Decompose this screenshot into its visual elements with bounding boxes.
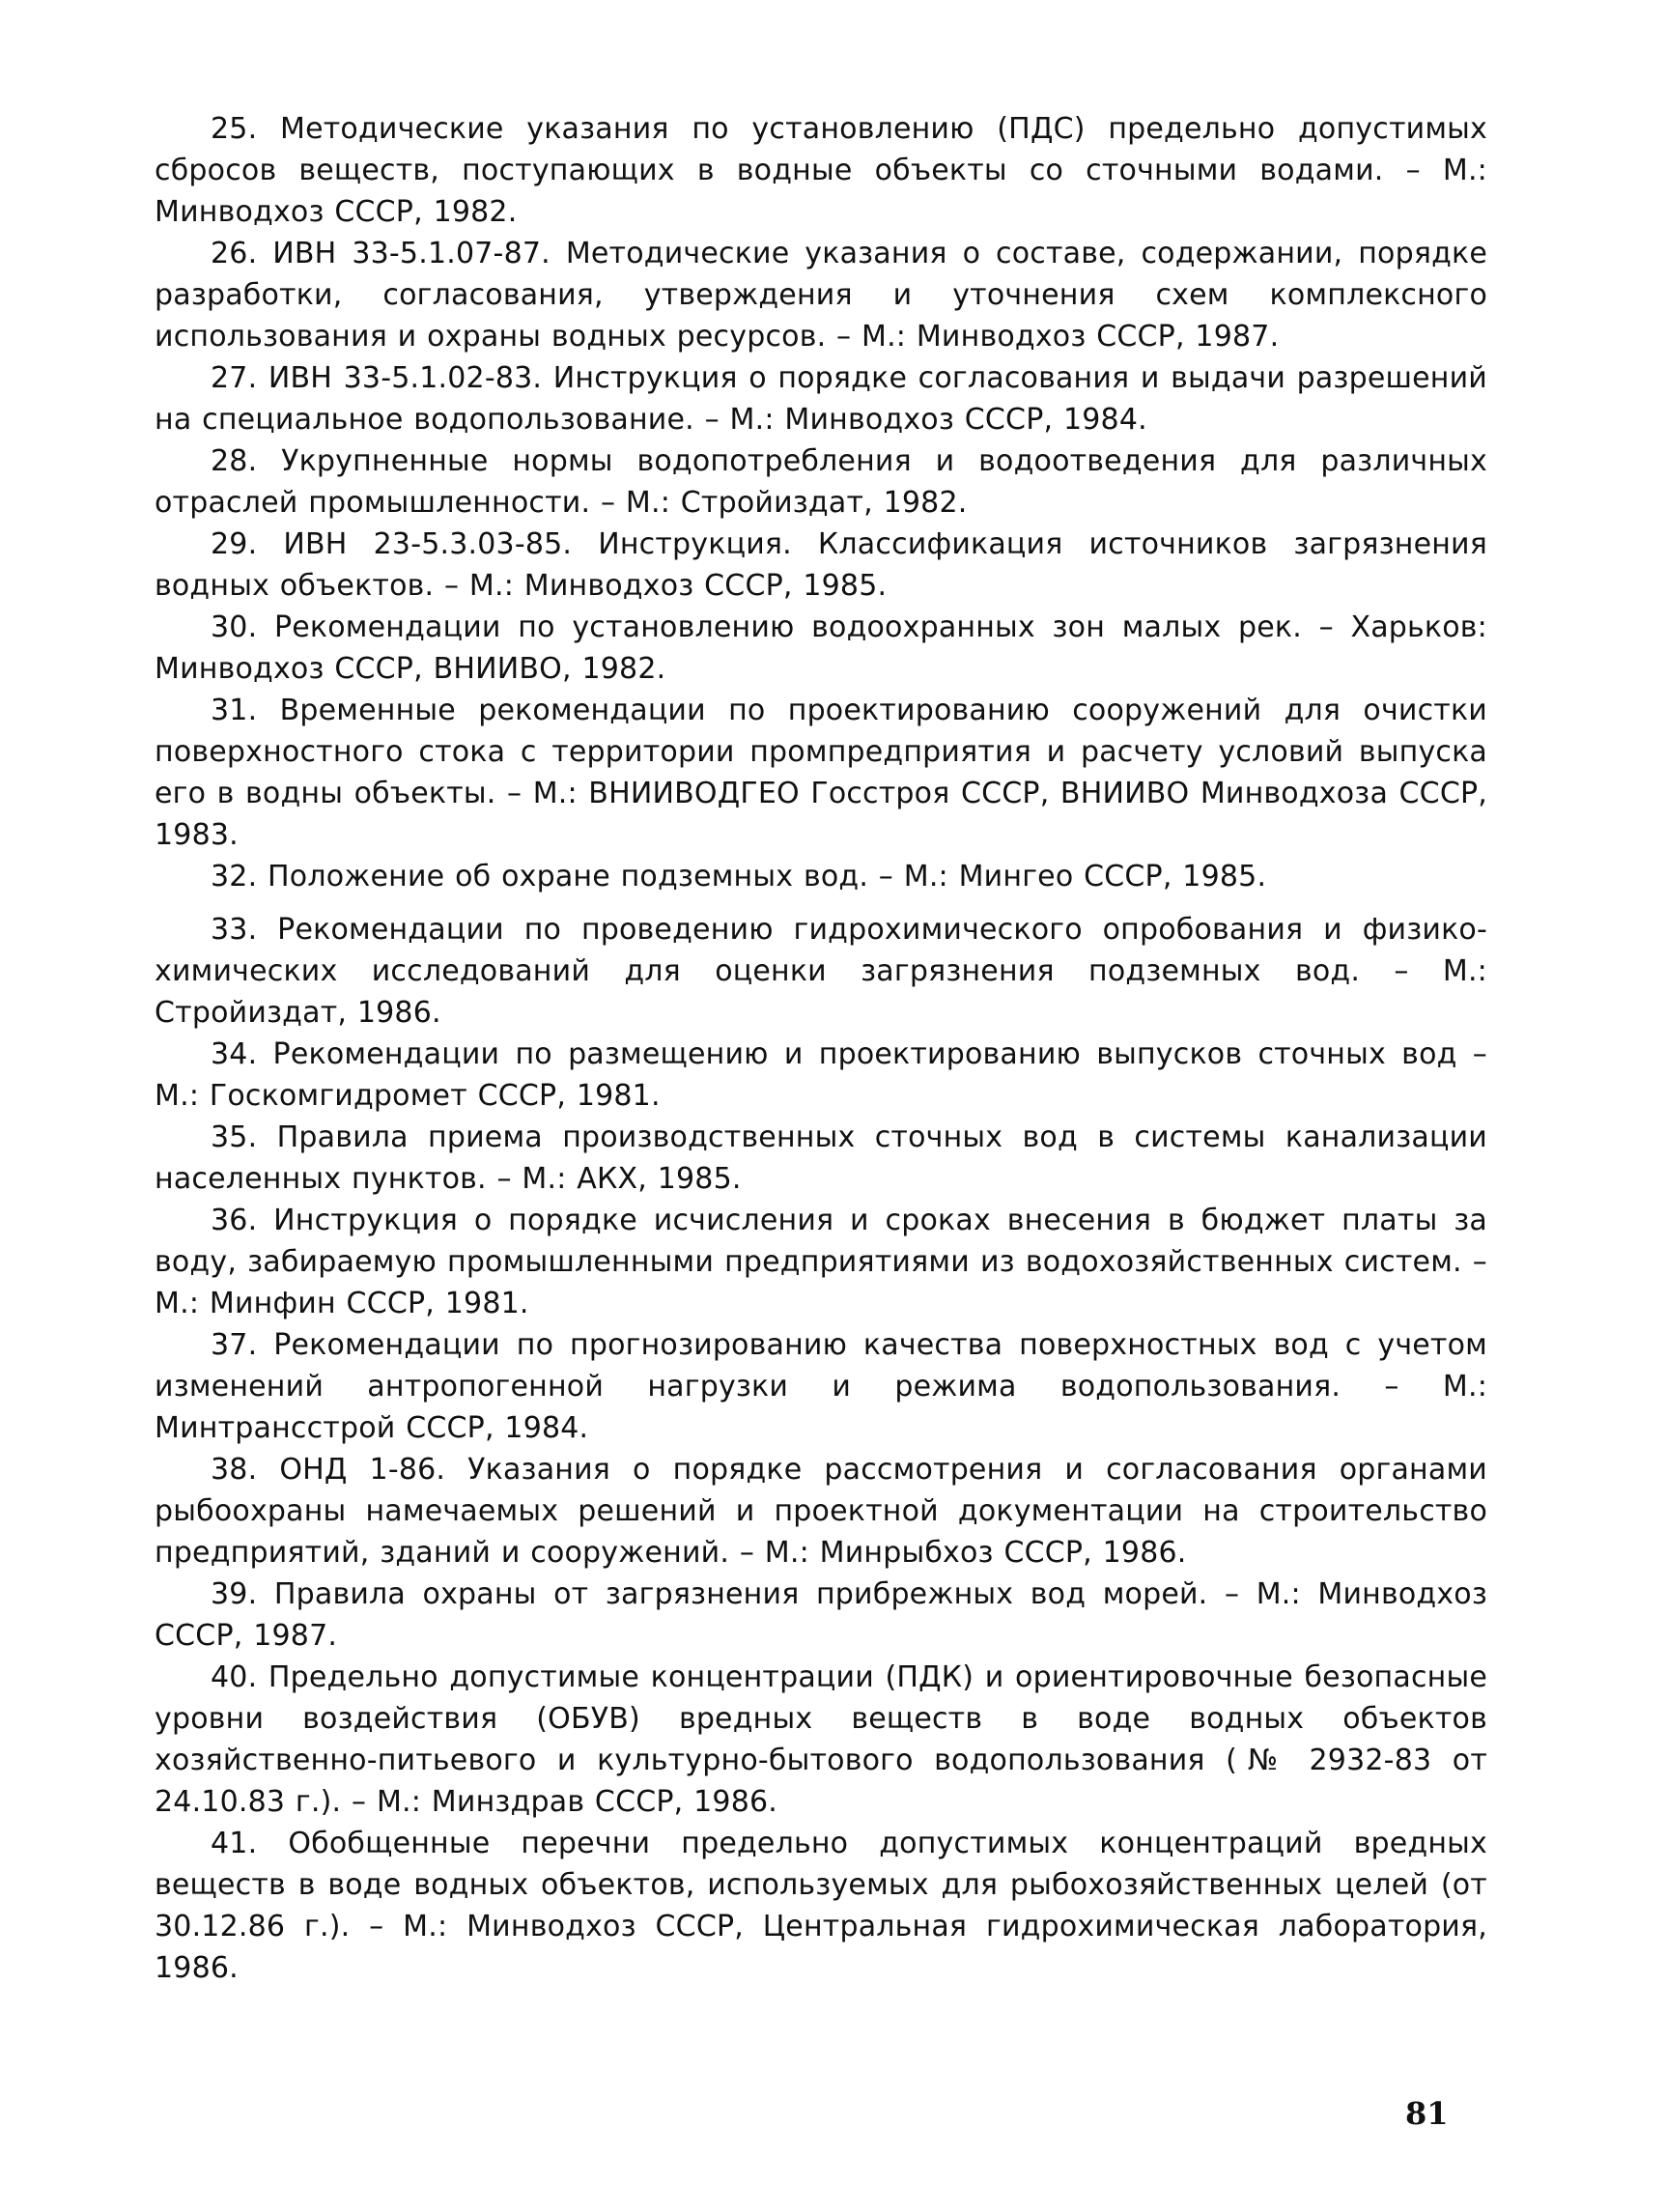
page-number: 81 — [1405, 2095, 1449, 2132]
reference-item-32: 32. Положение об охране подземных вод. – М.: Мингео СССР, 1985. — [211, 860, 1267, 893]
reference-item-28: 28. Укрупненные нормы водопотребления и водоотведения для различных отраслей промышленности. – М.: Стройиздат, 1982. — [155, 444, 1487, 520]
reference-item-31: 31. Временные рекомендации по проектированию сооружений для очистки поверхностного стока с территории промпредприятия и расчету условий выпуска его в водны объекты. – М.: ВНИИВОДГЕО Госстроя СССР, ВНИИВО Минводхоза СССР, 1983. — [155, 694, 1487, 852]
reference-item-39: 39. Правила охраны от загрязнения прибрежных вод морей. – М.: Минводхоз СССР, 1987. — [155, 1577, 1487, 1653]
reference-item-30: 30. Рекомендации по установлению водоохранных зон малых рек. – Харьков: Минводхоз СССР, ВНИИВО, 1982. — [155, 610, 1487, 686]
reference-item-36: 36. Инструкция о порядке исчисления и сроках внесения в бюджет платы за воду, забираемую промышленными предприятиями из водохозяйственных систем. – М.: Минфин СССР, 1981. — [155, 1204, 1487, 1320]
reference-list — [155, 108, 1487, 1989]
reference-item-37: 37. Рекомендации по прогнозированию качества поверхностных вод с учетом изменений антропогенной нагрузки и режима водопользования. – М.: Минтрансстрой СССР, 1984. — [155, 1328, 1487, 1445]
reference-item-26: 26. ИВН 33-5.1.07-87. Методические указания о составе, содержании, порядке разработки, согласования, утверждения и уточнения схем комплексного использования и охраны водных ресурсов. – М.: Минводхоз СССР, 1987. — [155, 237, 1487, 354]
reference-item-34: 34. Рекомендации по размещению и проектированию выпусков сточных вод – М.: Госкомгидромет СССР, 1981. — [155, 1037, 1487, 1113]
reference-item-38: 38. ОНД 1-86. Указания о порядке рассмотрения и согласования органами рыбоохраны намечаемых решений и проектной документации на строительство предприятий, зданий и сооружений. – М.: Минрыбхоз СССР, 1986. — [155, 1453, 1487, 1570]
reference-item-29: 29. ИВН 23-5.3.03-85. Инструкция. Классификация источников загрязнения водных объектов. – М.: Минводхоз СССР, 1985. — [155, 527, 1487, 603]
reference-item-41: 41. Обобщенные перечни предельно допустимых концентраций вредных веществ в воде водных объектов, используемых для рыбохозяйственных целей (от 30.12.86 г.). – М.: Минводхоз СССР, Центральная гидрохимическая лаборатория, 1986. — [155, 1827, 1487, 1985]
reference-item-25: 25. Методические указания по установлению (ПДС) предельно допустимых сбросов веществ, поступающих в водные объекты со сточными водами. – М.: Минводхоз СССР, 1982. — [155, 112, 1487, 229]
reference-item-35: 35. Правила приема производственных сточных вод в системы канализации населенных пунктов. – М.: АКХ, 1985. — [155, 1120, 1487, 1196]
reference-item-40: 40. Предельно допустимые концентрации (ПДК) и ориентировочные безопасные уровни воздействия (ОБУВ) вредных веществ в воде водных объектов хозяйственно-питьевого и культурно-бытового водопользования (№ 2932-83 от 24.10.83 г.). – М.: Минздрав СССР, 1986. — [155, 1660, 1487, 1819]
reference-item-27: 27. ИВН 33-5.1.02-83. Инструкция о порядке согласования и выдачи разрешений на специальное водопользование. – М.: Минводхоз СССР, 1984. — [155, 361, 1487, 437]
reference-item-33: 33. Рекомендации по проведению гидрохимического опробования и физико-химических исследований для оценки загрязнения подземных вод. – М.: Стройиздат, 1986. — [155, 913, 1487, 1030]
